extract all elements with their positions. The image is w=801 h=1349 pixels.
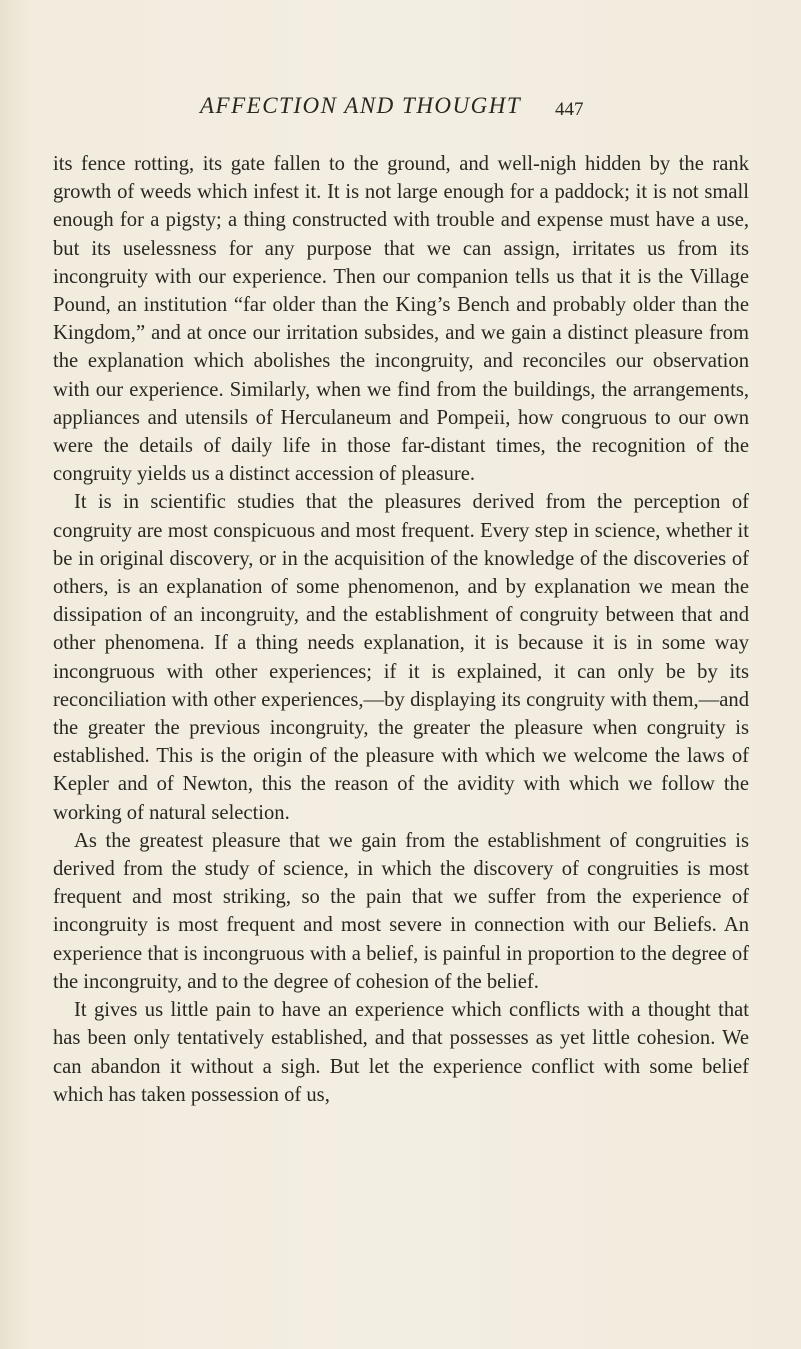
paragraph: As the greatest pleasure that we gain from the establishment of congruities is derived from the study of science, in which the discovery of congruities is most frequent and most striking, so the pain that we suffer from the experience of incongruity is most frequent and most severe in connection with our Beliefs. An experience that is incongruous with a belief, is painful in proportion to the degree of the incongruity, and to the degree of cohesion of the belief.	[53, 829, 749, 993]
page-header	[200, 93, 600, 127]
body-text	[53, 150, 749, 1109]
paragraph: It is in scientific studies that the pleasures derived from the perception of congruity are most conspicuous and most frequent. Every step in science, whether it be in original discovery, or in the acquisition of the knowledge of the discoveries of others, is an explanation of some phenomenon, and by explanation we mean the dissipation of an incongruity, and the establishment of congruity between that and other phenomena. If a thing needs explanation, it is because it is in some way incongruous with other experiences; if it is explained, it can only be by its reconciliation with other experiences,—by displaying its congruity with them,—and the greater the previous incongruity, the greater the pleasure when congruity is established. This is the origin of the pleasure with which we welcome the laws of Kepler and of Newton, this the reason of the avidity with which we follow the working of natural selection.	[53, 491, 749, 824]
page-number: 447	[555, 99, 584, 120]
paragraph: its fence rotting, its gate fallen to the ground, and well-nigh hidden by the rank growth of weeds which infest it. It is not large enough for a paddock; it is not small enough for a pigsty; a thing constructed with trouble and expense must have a use, but its uselessness for any purpose that we can assign, irritates us from its incongruity with our experience. Then our companion tells us that it is the Village Pound, an institution “far older than the King’s Bench and probably older than the Kingdom,” and at once our irritation subsides, and we gain a distinct pleasure from the explanation which abolishes the incongruity, and reconciles our observation with our experience. Similarly, when we find from the buildings, the arrangements, appliances and utensils of Herculaneum and Pompeii, how congruous to our own were the details of daily life in those far-distant times, the recognition of the congruity yields us a distinct accession of pleasure.	[53, 153, 749, 486]
paragraph: It gives us little pain to have an experience which conflicts with a thought that has been only tentatively established, and that possesses as yet little cohesion. We can abandon it without a sigh. But let the experience conflict with some belief which has taken possession of us,	[53, 999, 749, 1106]
running-head: AFFECTION AND THOUGHT	[200, 93, 522, 118]
